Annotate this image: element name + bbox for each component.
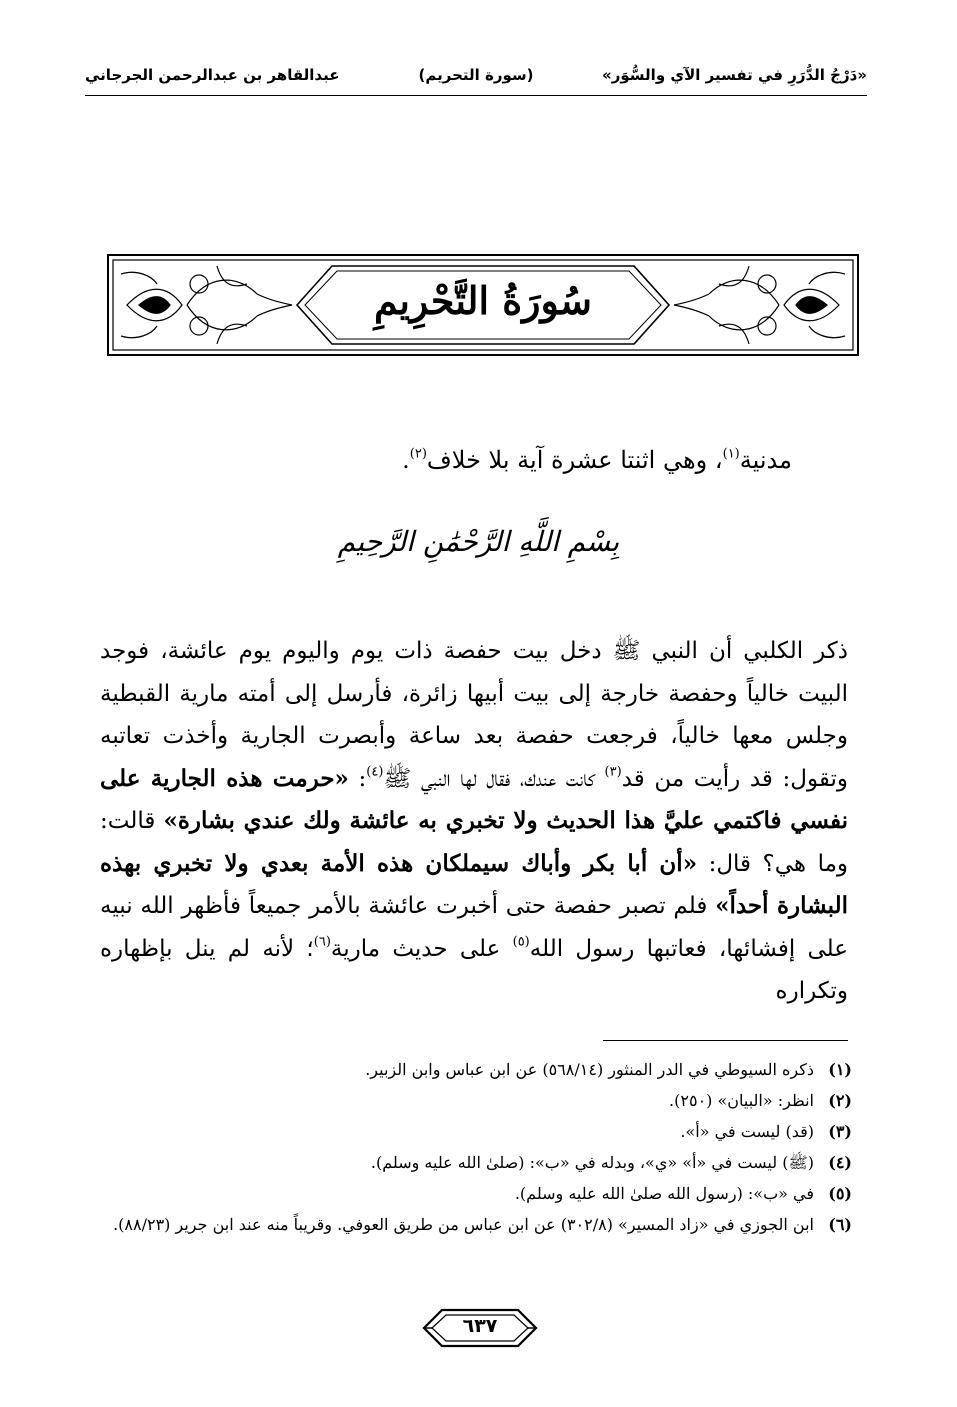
footnote-separator — [603, 1040, 848, 1041]
body-segment: فلم تصبر حفصة حتى أخبرت عائشة بالأمر جميعاً فأظهر الله نبيه على إفشائها، فعاتبها رسول الله — [100, 893, 848, 962]
footnote-ref-1: (١) — [722, 446, 740, 462]
surah-intro — [152, 446, 792, 474]
body-paragraph — [100, 630, 848, 1013]
footnote-text: ذكره السيوطي في الدر المنثور (٥٦٨/١٤) عن ابن عباس وابن الزبير. — [365, 1060, 814, 1079]
footnote-item — [100, 1147, 852, 1178]
footnote-number: (٣) — [828, 1122, 852, 1141]
footnote-item — [100, 1178, 852, 1209]
surah-title: سُورَةُ التَّحْرِيمِ — [374, 278, 592, 323]
page-number: ٦٣٧ — [462, 1315, 498, 1337]
footnote-number: (٤) — [828, 1153, 852, 1172]
footnote-text: (ﷺ) ليست في «أ» «ي»، وبدله في «ب»: (صلىٰ الله عليه وسلم). — [370, 1153, 814, 1172]
basmala: بِسْمِ اللَّهِ الرَّحْمَٰنِ الرَّحِيمِ — [337, 525, 620, 558]
footnote-text: ابن الجوزي في «زاد المسير» (٣٠٢/٨) عن ابن عباس من طريق العوفي. وقريباً منه عند ابن جرير (٨٨/٢٣). — [113, 1215, 814, 1234]
intro-text-middle: ، وهي اثنتا عشرة آية بلا خلاف — [426, 446, 723, 474]
body-segment: ؛ لأنه لم ينل بإظهاره وتكراره — [100, 935, 848, 1004]
body-segment: ذكر الكلبي أن النبي ﷺ دخل بيت حفصة ذات يوم واليوم يوم عائشة، فوجد البيت خالياً وحفصة خارجة إلى بيت أبيها زائرة، فأرسل إلى أمته مارية القبطية وجلس معها خالياً، فرجعت حفصة بعد ساعة وأبصرت الجارية وأخذت تعاتبه وتقول: قد رأيت من قد — [100, 638, 849, 792]
footnote-ref-5: (٥) — [512, 934, 530, 950]
footnote-item — [100, 1085, 852, 1116]
footnote-item — [100, 1209, 852, 1240]
footnotes — [100, 1054, 852, 1240]
body-segment: كانت عندك، فقال لها النبي ﷺ — [383, 765, 605, 792]
intro-text-before: مدنية — [739, 446, 792, 474]
surah-banner — [107, 254, 859, 356]
header-rule — [85, 95, 867, 96]
page-number-badge — [420, 1306, 540, 1350]
body-segment: على حديث مارية — [330, 935, 513, 962]
footnote-number: (٢) — [828, 1091, 852, 1110]
footnote-ref-3: (٣) — [604, 764, 622, 780]
running-header — [85, 62, 867, 92]
header-author: عبدالقاهر بن عبدالرحمن الجرجاني — [85, 66, 340, 84]
footnote-number: (٥) — [828, 1184, 852, 1203]
intro-text-after: . — [402, 446, 410, 474]
footnote-number: (١) — [828, 1060, 852, 1079]
footnote-item — [100, 1116, 852, 1147]
header-book-title: «دَرْجُ الدُّرَرِ في تفسير الآي والسُّوَر» — [602, 66, 867, 84]
hadith-quote: «حرمت هذه الجارية على نفسي فاكتمي عليَّ هذا الحديث ولا تخبري به عائشة ولك عندي بشارة» — [100, 764, 849, 834]
body-segment: قالت: وما هي؟ قال: — [100, 808, 848, 877]
body-segment: : — [348, 765, 367, 792]
footnote-text: (قد) ليست في «أ». — [680, 1122, 814, 1141]
footnote-ref-2: (٢) — [409, 446, 427, 462]
footnote-text: انظر: «البيان» (٢٥٠). — [669, 1091, 814, 1110]
header-surah-name: (سورة التحريم) — [418, 66, 534, 84]
footnote-ref-4: (٤) — [366, 764, 384, 780]
footnote-ref-6: (٦) — [313, 934, 331, 950]
footnote-item — [100, 1054, 852, 1085]
hadith-quote: «أن أبا بكر وأباك سيملكان هذه الأمة بعدي ولا تخبري بهذه البشارة أحداً» — [100, 849, 848, 919]
footnote-text: في «ب»: (رسول الله صلىٰ الله عليه وسلم). — [514, 1184, 814, 1203]
footnote-number: (٦) — [828, 1215, 852, 1234]
